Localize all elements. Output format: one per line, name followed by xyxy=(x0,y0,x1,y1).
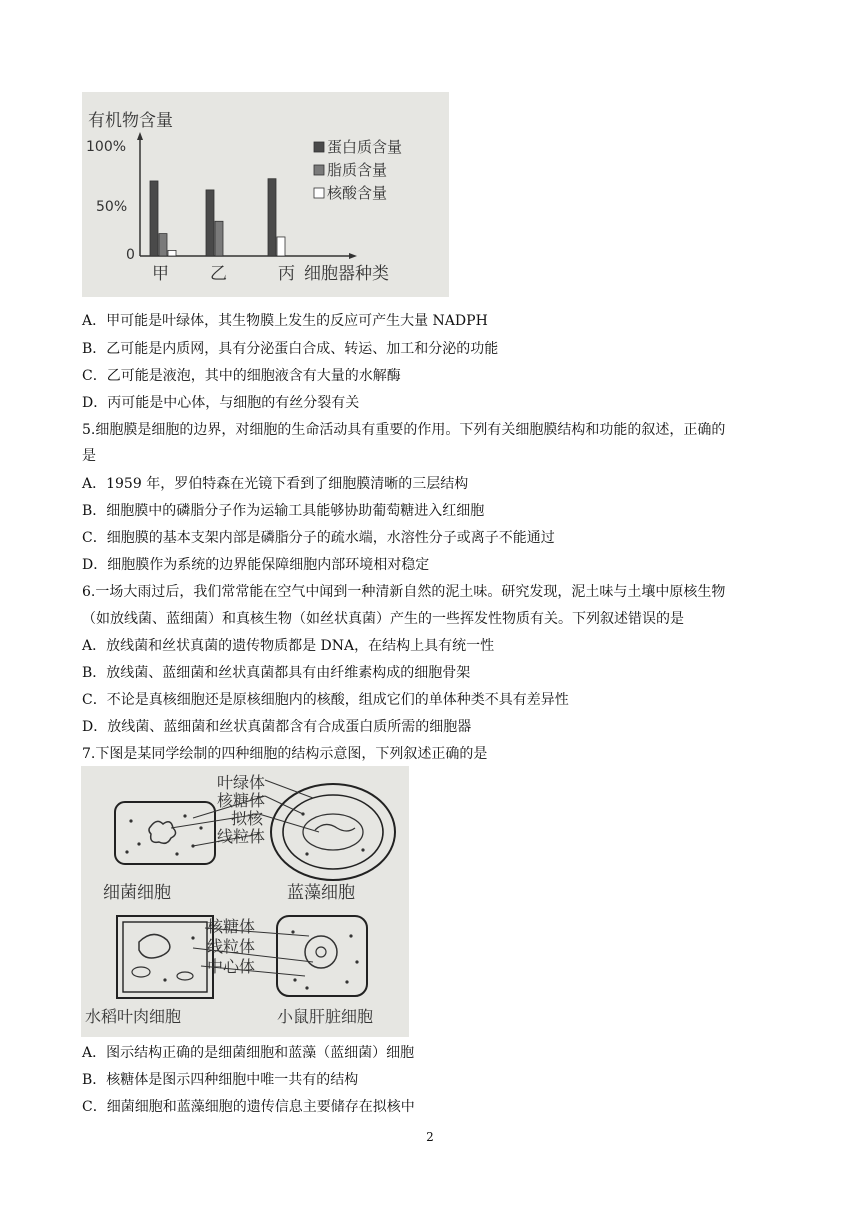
bottom-label-ribosome: 核糖体 xyxy=(207,917,256,936)
bars-group xyxy=(150,179,285,256)
q6-option-c: C．不论是真核细胞还是原核细胞内的核酸，组成它们的单体种类不具有差异性 xyxy=(82,692,569,708)
bar-jia-lipid xyxy=(159,234,167,256)
bar-yi-lipid xyxy=(215,221,223,256)
caption-cyanobacteria-cell: 蓝藻细胞 xyxy=(287,883,355,903)
chart-svg xyxy=(82,92,449,297)
rice-leaf-cell-drawing xyxy=(117,916,213,998)
q5-option-c: C．细胞膜的基本支架内部是磷脂分子的疏水端，水溶性分子或离子不能通过 xyxy=(82,530,555,546)
cell-structure-figure xyxy=(81,766,409,1037)
q6-stem-line2: （如放线菌、蓝细菌）和真核生物（如丝状真菌）产生的一些挥发性物质有关。下列叙述错误的是 xyxy=(82,611,684,627)
q6-option-b: B．放线菌、蓝细菌和丝状真菌都具有由纤维素构成的细胞骨架 xyxy=(82,665,471,681)
q6-option-a: A．放线菌和丝状真菌的遗传物质都是 DNA，在结构上具有统一性 xyxy=(82,638,495,654)
legend-label-lipid: 脂质含量 xyxy=(327,161,388,179)
bottom-label-mitochondrion: 线粒体 xyxy=(207,937,256,956)
top-label-mitochondrion: 线粒体 xyxy=(217,827,266,846)
q6-option-d: D．放线菌、蓝细菌和丝状真菌都含有合成蛋白质所需的细胞器 xyxy=(82,719,472,735)
legend-swatch-lipid xyxy=(314,165,324,175)
cyanobacteria-cell-drawing xyxy=(271,784,395,880)
y-tick-50: 50% xyxy=(96,199,128,215)
legend-label-nucleic: 核酸含量 xyxy=(327,184,388,202)
top-label-nucleoid: 拟核 xyxy=(231,809,264,828)
q4-option-b: B．乙可能是内质网，具有分泌蛋白合成、转运、加工和分泌的功能 xyxy=(82,341,499,357)
legend-label-protein: 蛋白质含量 xyxy=(327,138,403,156)
x-axis-arrow xyxy=(349,253,357,259)
q6-stem-line1: 6.一场大雨过后，我们常常能在空气中闻到一种清新自然的泥土味。研究发现，泥土味与土壤中原核生物 xyxy=(82,584,726,600)
y-tick-100: 100% xyxy=(86,139,127,155)
category-label-jia: 甲 xyxy=(152,264,169,284)
page-number: 2 xyxy=(426,1130,434,1144)
bacteria-cell-drawing xyxy=(115,802,215,864)
q4-option-d: D．丙可能是中心体，与细胞的有丝分裂有关 xyxy=(82,395,360,411)
q5-stem-line2: 是 xyxy=(82,448,96,464)
top-label-ribosome: 核糖体 xyxy=(217,791,266,810)
q7-option-a: A．图示结构正确的是细菌细胞和蓝藻（蓝细菌）细胞 xyxy=(82,1045,415,1061)
q5-stem-line1: 5.细胞膜是细胞的边界，对细胞的生命活动具有重要的作用。下列有关细胞膜结构和功能的叙述，正确的 xyxy=(82,422,726,438)
cell-figure-svg xyxy=(81,766,409,1037)
bar-bing-nucleic xyxy=(277,237,285,256)
bar-yi-protein xyxy=(206,190,214,256)
q7-stem: 7.下图是某同学绘制的四种细胞的结构示意图，下列叙述正确的是 xyxy=(82,746,488,762)
top-label-chloroplast: 叶绿体 xyxy=(217,773,266,792)
organelle-content-chart xyxy=(82,92,449,297)
legend-swatch-protein xyxy=(314,142,324,152)
bar-jia-protein xyxy=(150,181,158,256)
category-label-bing: 丙 xyxy=(278,264,295,284)
caption-mouse-liver-cell: 小鼠肝脏细胞 xyxy=(277,1007,374,1026)
q5-option-b: B．细胞膜中的磷脂分子作为运输工具能够协助葡萄糖进入红细胞 xyxy=(82,503,485,519)
chart-title: 有机物含量 xyxy=(88,111,173,131)
q4-option-a: A．甲可能是叶绿体，其生物膜上发生的反应可产生大量 NADPH xyxy=(82,313,488,329)
x-axis-label: 细胞器种类 xyxy=(304,264,389,284)
bar-bing-protein xyxy=(268,179,276,256)
q7-option-b: B．核糖体是图示四种细胞中唯一共有的结构 xyxy=(82,1072,359,1088)
q5-option-a: A．1959 年，罗伯特森在光镜下看到了细胞膜清晰的三层结构 xyxy=(82,476,469,492)
mouse-liver-cell-drawing xyxy=(277,916,367,996)
q7-option-c: C．细菌细胞和蓝藻细胞的遗传信息主要储存在拟核中 xyxy=(82,1099,415,1115)
y-axis-arrow xyxy=(137,132,143,140)
chart-legend xyxy=(314,138,402,202)
q5-option-d: D．细胞膜作为系统的边界能保障细胞内部环境相对稳定 xyxy=(82,557,430,573)
category-label-yi: 乙 xyxy=(210,264,227,284)
y-tick-0: 0 xyxy=(126,247,135,263)
bottom-label-centrosome: 中心体 xyxy=(207,957,256,976)
bar-jia-nucleic xyxy=(168,250,176,256)
legend-swatch-nucleic xyxy=(314,188,324,198)
caption-bacteria-cell: 细菌细胞 xyxy=(103,883,171,903)
caption-rice-leaf-cell: 水稻叶肉细胞 xyxy=(85,1007,182,1026)
q4-option-c: C．乙可能是液泡，其中的细胞液含有大量的水解酶 xyxy=(82,368,401,384)
